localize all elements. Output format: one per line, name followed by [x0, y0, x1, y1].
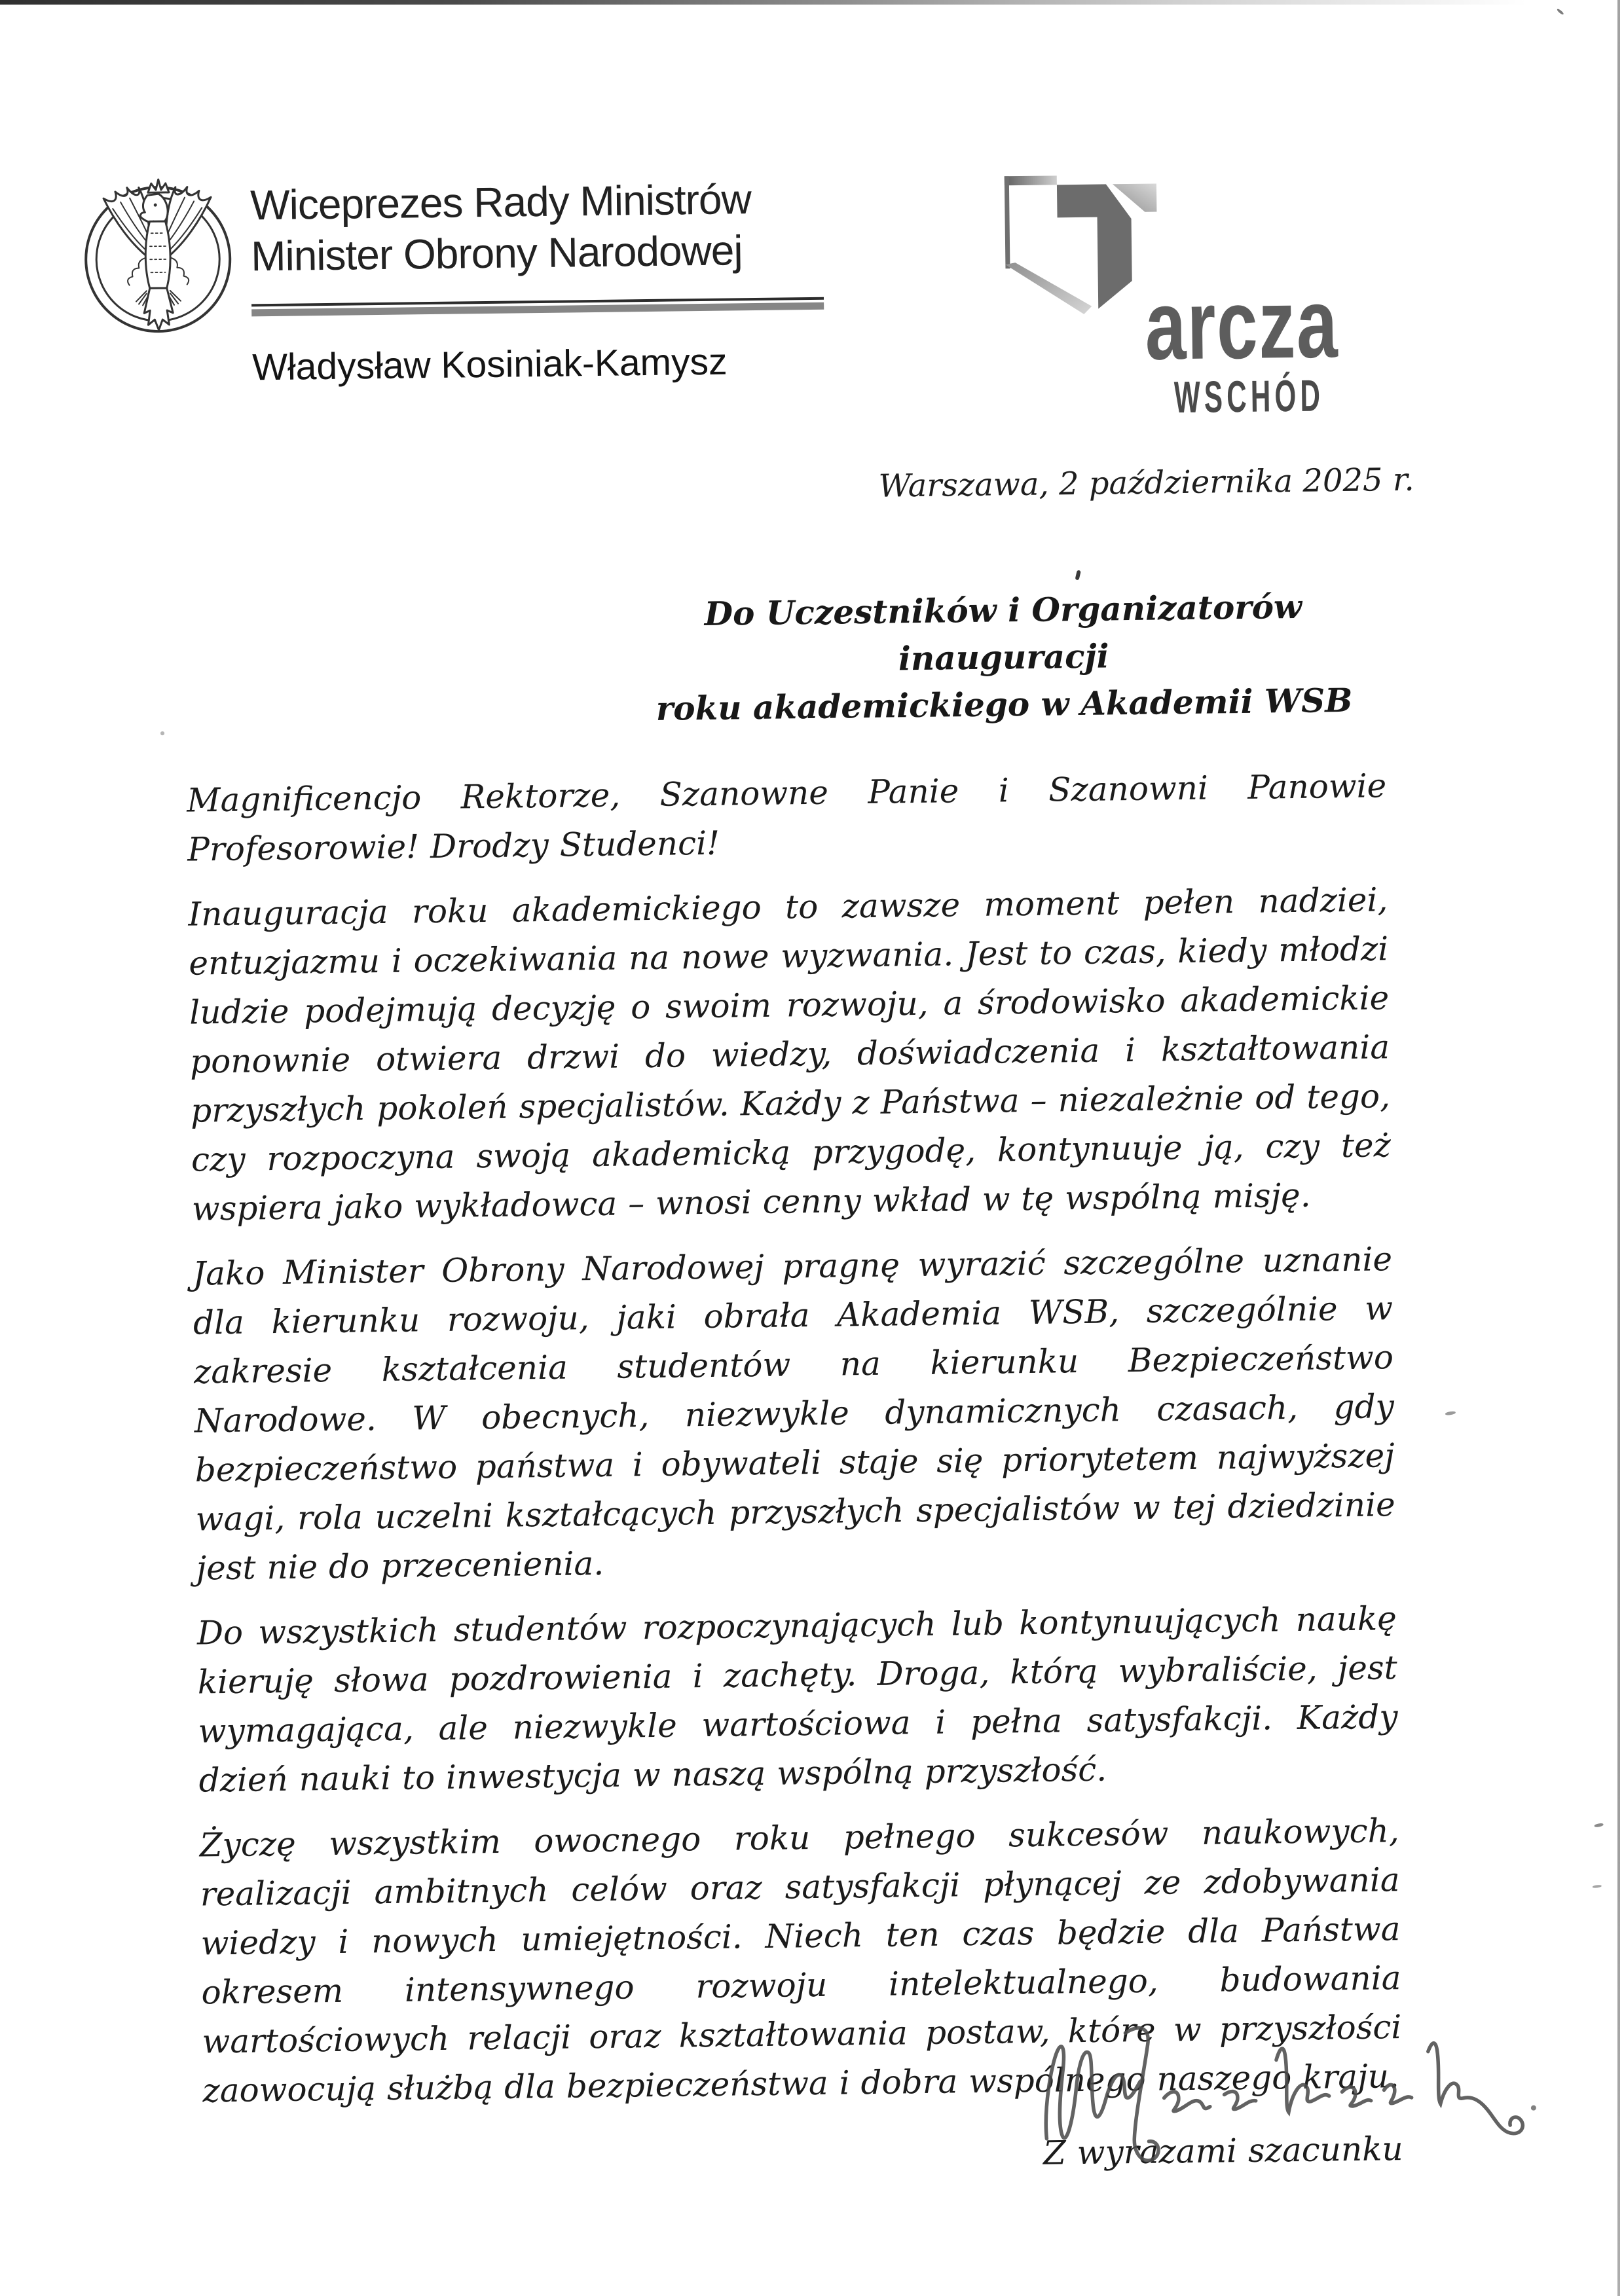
letter-paragraph: Życzę wszystkim owocnego roku pełnego sukcesów naukowych, realizacji ambitnych celów oraz satysfakcji płynącej ze zdobywania wiedzy i nowych umiejętności. Niech ten czas będzie dla Państwa okresem intensywnego rozwoju intelektualnego, budowania wartościowych relacji oraz kształtowania postaw, które w przyszłości zaowocują służbą dla bezpieczeństwa i dobra wspólnego naszego kraju. [199, 1812, 1402, 2110]
minister-name: Władysław Kosiniak-Kamysz [251, 340, 728, 389]
addressee-line2: roku akademickiego w Akademii WSB [655, 680, 1353, 728]
addressee-line1: Do Uczestników i Organizatorów inauguracji [704, 587, 1302, 678]
letter-paragraph: Inauguracja roku akademickiego to zawsze moment pełen nadziei, entuzjazmu i oczekiwania na nowe wyzwania. Jest to czas, kiedy młodzi ludzie podejmują decyzję o swoim rozwoju, a środowisko akademickie ponownie otwiera drzwi do wiedzy, doświadczenia i kształtowania przyszłych pokoleń specjalistów. Każdy z Państwa – niezależnie od tego, czy rozpoczyna swoją akademicką przygodę, kontynuuje ją, czy też wspiera jako wykładowca – wnosi cenny wkład w tę wspólną misję. [188, 881, 1392, 1228]
sender-office-block [250, 172, 842, 387]
scan-artifact [1445, 1411, 1456, 1415]
tarcza-wschod-logo [1003, 164, 1412, 445]
addressee-block [636, 583, 1371, 733]
scan-artifact [160, 731, 164, 735]
paragraphs [188, 875, 1403, 2115]
salutation: Magnificencjo Rektorze, Szanowne Panie i Szanowni Panowie Profesorowie! Drodzy Studenci! [186, 767, 1387, 869]
dateline: Warszawa, 2 października 2025 r. [878, 461, 1415, 505]
letter-paragraph: Jako Minister Obrony Narodowej pragnę wyrazić szczególne uznanie dla kierunku rozwoju, jaki obrała Akademia WSB, szczególnie w zakresie kształcenia studentów na kierunku Bezpieczeństwo Narodowe. W obecnych, niezwykle dynamicznych czasach, gdy bezpieczeństwo państwa i obywateli staje się priorytetem najwyższej wagi, rola uczelni kształcących przyszłych specjalistów w tej dziedzinie jest nie do przecenienia. [192, 1240, 1395, 1588]
header-rule [251, 297, 824, 317]
logo-subtitle: WSCHÓD [1173, 371, 1325, 423]
tarcza-wschod-shield-icon [1003, 167, 1162, 318]
letter-paragraph: Do wszystkich studentów rozpoczynających lub kontynuujących naukę kieruję słowa pozdrowienia i zachęty. Droga, którą wybraliście, jest wymagająca, ale niezwykle wartościowa i pełna satysfakcji. Każdy dzień nauki to inwestycja w naszą wspólną przyszłość. [196, 1599, 1398, 1800]
closing-line: Z wyrazami szacunku [1043, 2130, 1403, 2172]
logo-wordmark: arcza [1144, 268, 1339, 380]
scan-artifact [1075, 570, 1081, 580]
office-title-line2: Minister Obrony Narodowej [250, 227, 743, 280]
scan-artifact [1593, 1885, 1602, 1889]
scan-artifact [1557, 9, 1564, 16]
polish-eagle-emblem-icon [81, 172, 235, 343]
scan-artifact [1594, 1823, 1604, 1828]
office-title-line1: Wiceprezes Rady Ministrów [249, 175, 752, 229]
handwritten-signature [1027, 2004, 1546, 2181]
letter-body [187, 761, 1403, 2188]
